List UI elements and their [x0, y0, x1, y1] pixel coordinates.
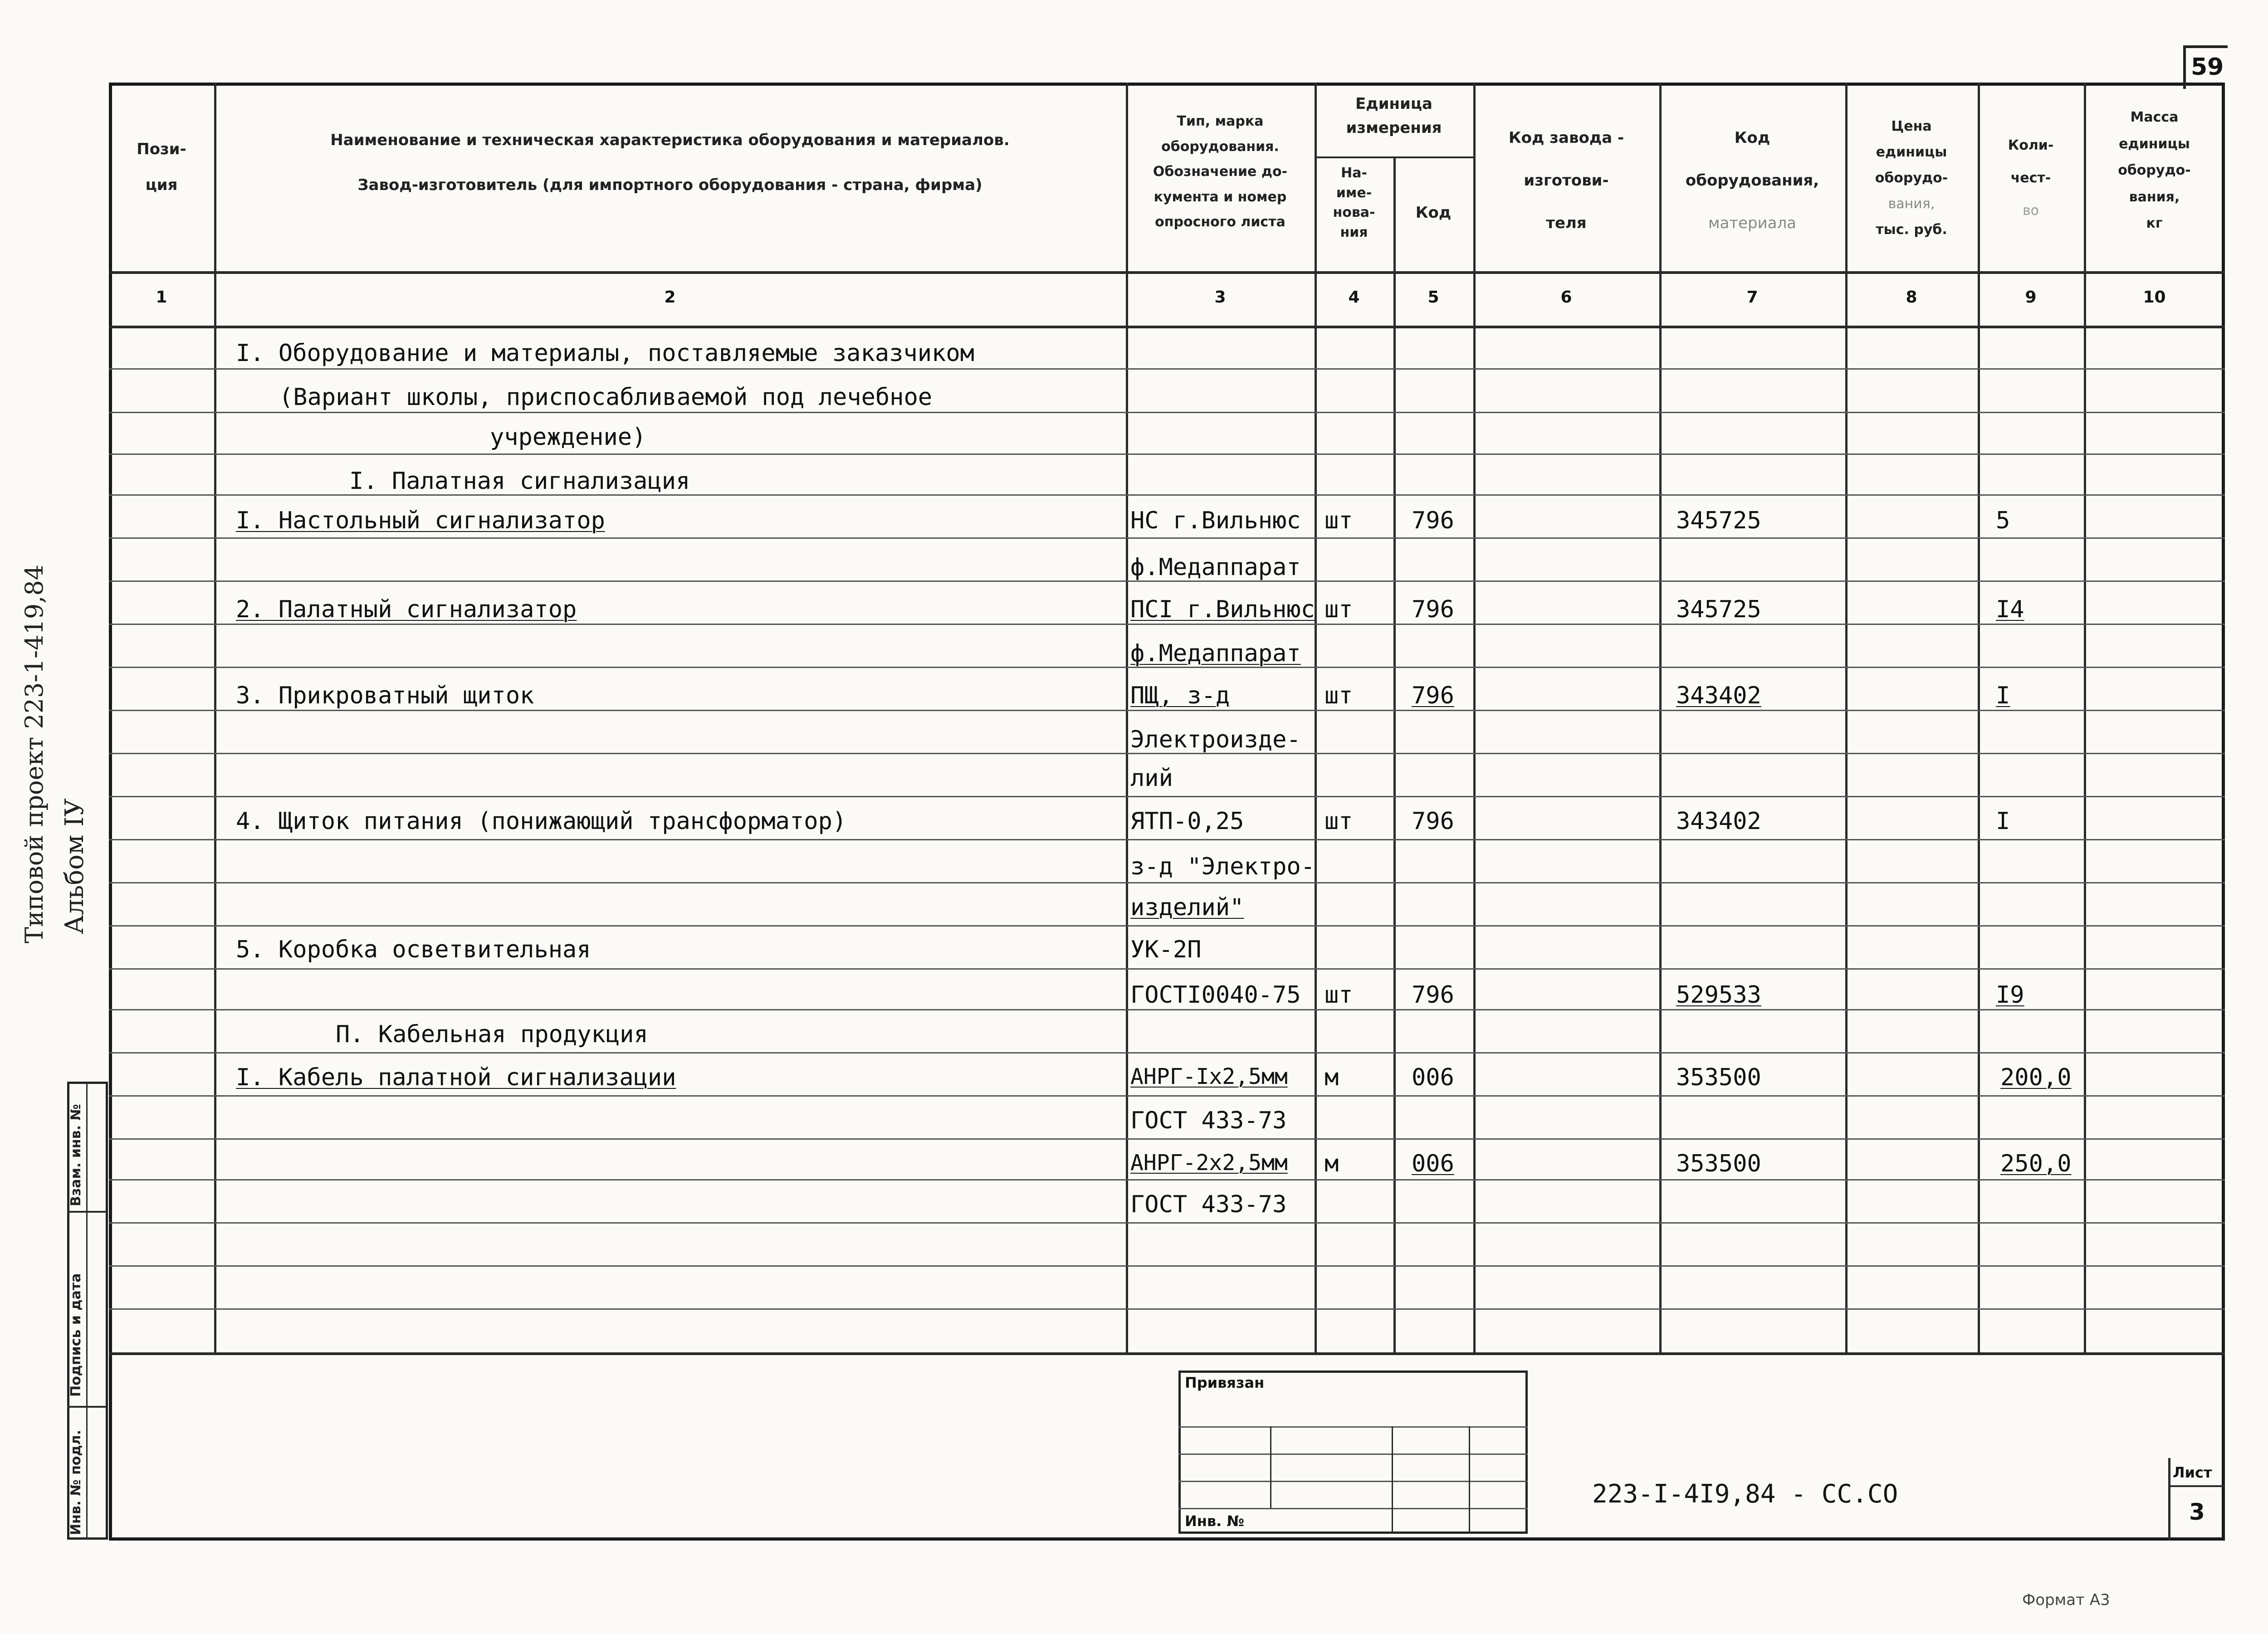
col-num-1: 1: [156, 288, 167, 307]
item-unit-code: 796: [1412, 596, 1454, 623]
hdr-c4: На- име- нова- ния: [1333, 165, 1375, 240]
item-eq-code: 343402: [1676, 808, 1761, 835]
item-unit-code: 006: [1412, 1150, 1454, 1177]
item-type-cont: лий: [1130, 765, 1173, 792]
item-type-cont: ГОСТI0040-75: [1130, 981, 1301, 1009]
document-code: 223-I-4I9,84 - СС.СО: [1592, 1479, 1898, 1509]
item-qty: 5: [1996, 507, 2010, 534]
item-unit: шт: [1325, 981, 1353, 1009]
item-eq-code: 353500: [1676, 1064, 1761, 1091]
item-qty: I: [1996, 808, 2010, 835]
col-num-8: 8: [1906, 288, 1917, 307]
item-name: I. Кабель палатной сигнализации: [236, 1064, 676, 1091]
item-type-cont: ГОСТ 433-73: [1130, 1107, 1287, 1134]
item-eq-code: 343402: [1676, 682, 1761, 709]
hdr-c8: Цена единицы оборудо- вания, тыс. руб.: [1875, 118, 1948, 238]
item-eq-code: 529533: [1676, 981, 1761, 1009]
item-type: ПЩ, з-д: [1130, 682, 1230, 709]
hdr-c5: Код: [1415, 204, 1452, 222]
col-num-7: 7: [1746, 288, 1758, 307]
col-num-5: 5: [1427, 288, 1439, 307]
list-number: 3: [2189, 1499, 2205, 1525]
item-unit-code: 796: [1412, 808, 1454, 835]
item-unit: шт: [1325, 682, 1353, 709]
col-num-2: 2: [664, 288, 676, 307]
item-eq-code: 345725: [1676, 507, 1761, 534]
col-num-10: 10: [2143, 288, 2166, 307]
list-label: Лист: [2173, 1464, 2212, 1481]
col-num-4: 4: [1348, 288, 1360, 307]
item-unit: м: [1325, 1064, 1339, 1091]
privyazan-label: Привязан: [1185, 1374, 1265, 1391]
hdr-c9: Коли- чест- во: [2008, 137, 2054, 219]
format-label: Формат А3: [2022, 1591, 2110, 1609]
item-qty: I: [1996, 682, 2010, 709]
item-qty: 250,0: [2000, 1150, 2072, 1177]
item-type-cont: ф.Медаппарат: [1130, 640, 1301, 667]
item-unit: шт: [1325, 596, 1353, 623]
hdr-c45: Единица измерения: [1346, 95, 1442, 137]
item-name: 5. Коробка осветвительная: [236, 936, 591, 963]
col-num-3: 3: [1214, 288, 1226, 307]
item-unit-code: 796: [1412, 981, 1454, 1009]
hdr-c6: Код завода - изготови- теля: [1508, 129, 1624, 233]
item-qty: I4: [1996, 596, 2024, 623]
hdr-c10: Масса единицы оборудо- вания, кг: [2118, 109, 2191, 231]
sheet-number-top: 59: [2191, 54, 2224, 81]
item-unit: шт: [1325, 507, 1353, 534]
stamp-inv-podl: Инв. № подл.: [68, 1429, 84, 1535]
item-unit: шт: [1325, 808, 1353, 835]
item-qty: 200,0: [2000, 1064, 2072, 1091]
hdr-c1: Пози- ция: [137, 140, 186, 195]
item-type: НС г.Вильнюс: [1130, 507, 1301, 534]
item-type-cont: ГОСТ 433-73: [1130, 1191, 1287, 1218]
item-type-cont: Электроизде-: [1130, 726, 1301, 753]
item-unit-code: 006: [1412, 1064, 1454, 1091]
stamp-podpis-data: Подпись и дата: [68, 1273, 84, 1397]
item-type: АНРГ-2х2,5мм: [1130, 1150, 1288, 1176]
hdr-c7: Код оборудования, материала: [1685, 129, 1819, 233]
subsection-heading: П. Кабельная продукция: [336, 1021, 648, 1048]
privyazan-box: [1178, 1371, 1528, 1534]
item-name: I. Настольный сигнализатор: [236, 507, 605, 534]
section-subheading-cont: учреждение): [490, 424, 646, 451]
stamp-vzam-inv: Взам. инв. №: [68, 1104, 84, 1206]
inv-label: Инв. №: [1185, 1512, 1244, 1530]
item-unit-code: 796: [1412, 682, 1454, 709]
section-heading: I. Оборудование и материалы, поставляемые заказчиком: [236, 340, 974, 367]
item-type: АНРГ-Iх2,5мм: [1130, 1064, 1288, 1089]
item-eq-code: 353500: [1676, 1150, 1761, 1177]
item-qty: I9: [1996, 981, 2024, 1009]
hdr-c3: Тип, марка оборудования. Обозначение до- кумента и номер опросного листа: [1153, 113, 1288, 230]
item-type-cont: з-д "Электро-: [1130, 853, 1315, 880]
item-type: ПСI г.Вильнюс: [1130, 596, 1315, 623]
item-type: ЯТП-0,25: [1130, 808, 1244, 835]
item-name: 3. Прикроватный щиток: [236, 682, 534, 709]
item-unit-code: 796: [1412, 507, 1454, 534]
col-num-6: 6: [1560, 288, 1572, 307]
item-type-cont: изделий": [1130, 894, 1244, 921]
side-album-label: Альбом IУ: [60, 798, 89, 934]
item-name: 2. Палатный сигнализатор: [236, 596, 577, 623]
item-type-cont: ф.Медаппарат: [1130, 554, 1301, 581]
side-project-label: Типовой проект 223-1-419,84: [20, 564, 49, 943]
item-unit: м: [1325, 1150, 1339, 1177]
item-type: УК-2П: [1130, 936, 1202, 963]
item-name: 4. Щиток питания (понижающий трансформатор): [236, 808, 847, 835]
col-num-9: 9: [2025, 288, 2037, 307]
section-subheading: (Вариант школы, приспосабливаемой под лечебное: [279, 384, 933, 411]
item-eq-code: 345725: [1676, 596, 1761, 623]
hdr-c2: Наименование и техническая характеристика оборудования и материалов. Завод-изготовитель (для импортного оборудования - страна, фирма): [330, 131, 1010, 195]
subsection-heading: I. Палатная сигнализация: [349, 468, 690, 495]
